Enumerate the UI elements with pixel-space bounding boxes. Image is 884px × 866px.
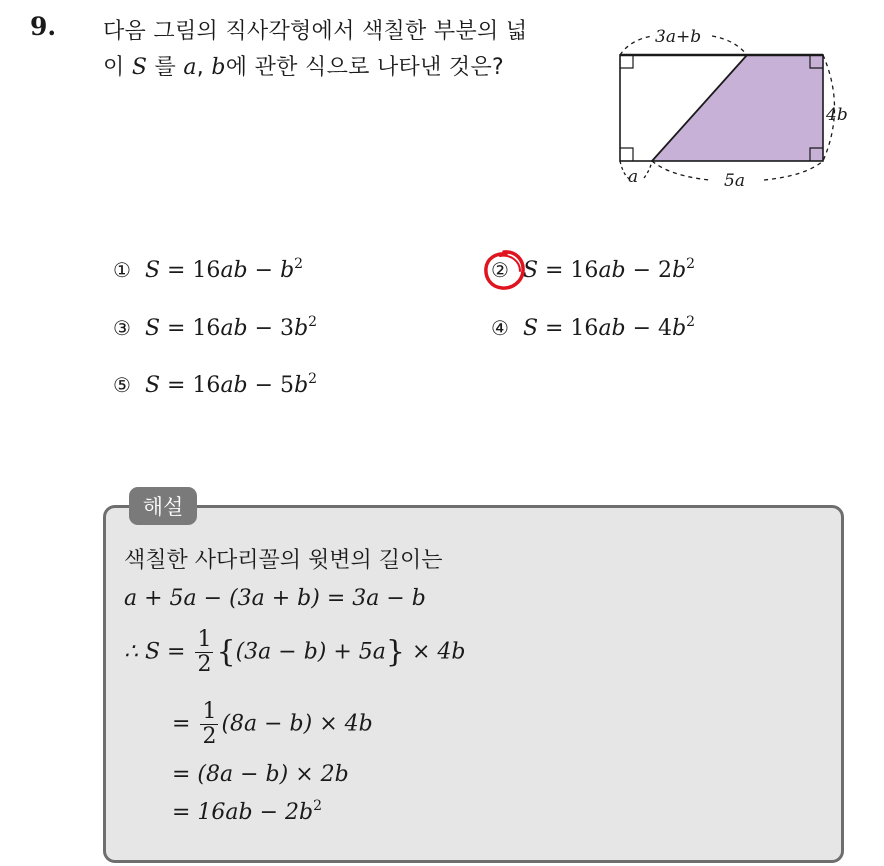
choice-1[interactable]: ① $S = 16ab - b^2$	[113, 256, 304, 283]
solution-line-6: = $16ab - 2b^2$	[172, 798, 323, 825]
label-right: 4b	[826, 105, 848, 125]
solution-line-5: = (8a − b) × 2b	[172, 762, 349, 787]
right-angle-mark	[620, 55, 633, 68]
solution-line-3: ∴ S = $\frac{1}{2}$ {(3a − b) + 5a} × 4b	[124, 627, 466, 677]
solution-line-1: 색칠한 사다리꼴의 윗변의 길이는	[124, 548, 443, 573]
answer-circle-mark	[480, 246, 528, 294]
choice-2[interactable]: ② $S = 16ab - 2b^2$	[491, 256, 696, 283]
question-line-1: 다음 그림의 직사각형에서 색칠한 부분의 넓	[103, 19, 528, 44]
right-angle-mark	[620, 148, 633, 161]
solution-tag: 해설	[129, 487, 197, 525]
question-number: 9.	[30, 12, 57, 41]
dimension-arc-bottom-right-a	[652, 161, 710, 180]
dimension-arc-top-right	[712, 36, 747, 55]
choice-5[interactable]: ⑤ $S = 16ab - 5b^2$	[113, 371, 318, 398]
question-line-2: 이 S 를 a, b에 관한 식으로 나타낸 것은?	[103, 55, 505, 80]
label-top: 3a+b	[655, 27, 702, 47]
label-bottom-right: 5a	[724, 171, 745, 191]
question-text	[103, 14, 593, 86]
label-bottom-left: a	[628, 167, 639, 187]
solution-line-4: = $\frac{1}{2}$ (8a − b) × 4b	[172, 699, 373, 749]
fraction-half-2: $\frac{1}{2}$	[202, 699, 217, 749]
rectangle-figure	[610, 18, 880, 196]
solution-line-2: a + 5a − (3a + b) = 3a − b	[124, 586, 426, 611]
dimension-arc-top-left	[620, 36, 652, 55]
shaded-trapezoid	[652, 55, 823, 161]
fraction-half: $\frac{1}{2}$	[197, 627, 212, 677]
dimension-arc-bottom-mid	[644, 161, 652, 178]
choice-4[interactable]: ④ $S = 16ab - 4b^2$	[491, 314, 696, 341]
dimension-arc-bottom-right-b	[764, 161, 823, 180]
choice-3[interactable]: ③ $S = 16ab - 3b^2$	[113, 314, 318, 341]
